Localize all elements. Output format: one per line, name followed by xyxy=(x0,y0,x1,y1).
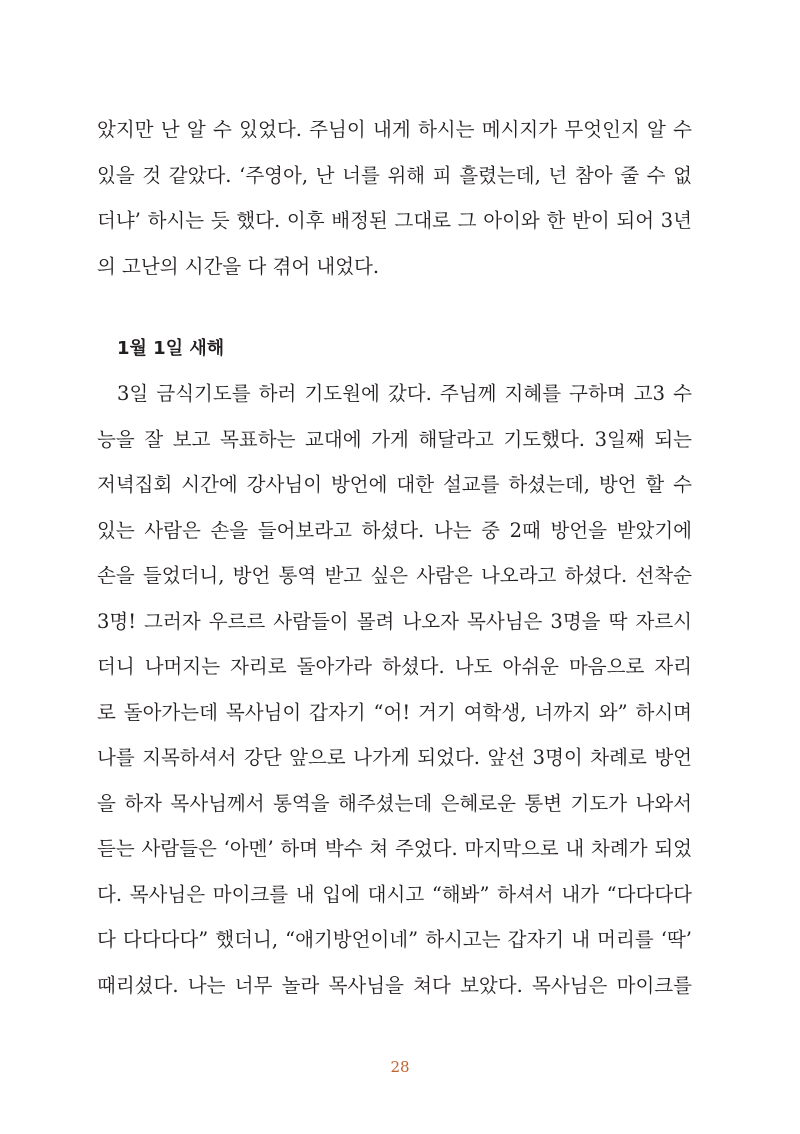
text-line: 더니 나머지는 자리로 돌아가라 하셨다. 나도 아쉬운 마음으로 자리 xyxy=(97,655,692,678)
text-line: 3명! 그러자 우르르 사람들이 몰려 나오자 목사님은 3명을 딱 자르시 xyxy=(97,609,692,633)
text-line: 을 하자 목사님께서 통역을 해주셨는데 은혜로운 통변 기도가 나와서 xyxy=(97,791,692,815)
text-line: 다. 목사님은 마이크를 내 입에 대시고 “해봐” 하셔서 내가 “다다다다 xyxy=(97,882,692,906)
text-line: 았지만 난 알 수 있었다. 주님이 내게 하시는 메시지가 무엇인지 알 수 xyxy=(97,118,692,141)
text-line: 능을 잘 보고 목표하는 교대에 가게 해달라고 기도했다. 3일째 되는 xyxy=(97,427,692,451)
text-line: 있을 것 같았다. ‘주영아, 난 너를 위해 피 흘렸는데, 넌 참아 줄 수 없 xyxy=(97,163,692,187)
text-line: 때리셨다. 나는 너무 놀라 목사님을 쳐다 보았다. 목사님은 마이크를 xyxy=(97,973,692,997)
text-line: 저녁집회 시간에 강사님이 방언에 대한 설교를 하셨는데, 방언 할 수 xyxy=(97,473,692,496)
text-line: 로 돌아가는데 목사님이 갑자기 “어! 거기 여학생, 너까지 와” 하시며 xyxy=(97,700,692,724)
paragraph-continued xyxy=(97,107,692,289)
section-heading: 1월 1일 새해 xyxy=(117,338,225,359)
paragraph-body xyxy=(97,371,692,1008)
text-line: 더냐’ 하시는 듯 했다. 이후 배정된 그대로 그 아이와 한 반이 되어 3년 xyxy=(97,209,692,232)
text-line: 의 고난의 시간을 다 겪어 내었다. xyxy=(97,254,380,278)
text-line: 다 다다다다” 했더니, “애기방언이네” 하시고는 갑자기 내 머리를 ‘딱’ xyxy=(97,928,692,951)
page-number: 28 xyxy=(390,1058,410,1076)
text-line: 있는 사람은 손을 들어보라고 하셨다. 나는 중 2때 방언을 받았기에 xyxy=(97,518,692,542)
text-line: 3일 금식기도를 하러 기도원에 갔다. 주님께 지혜를 구하며 고3 수 xyxy=(117,382,692,405)
text-line: 듣는 사람들은 ‘아멘’ 하며 박수 쳐 주었다. 마지막으로 내 차례가 되었 xyxy=(97,837,692,860)
text-line: 손을 들었더니, 방언 통역 받고 싶은 사람은 나오라고 하셨다. 선착순 xyxy=(97,564,692,587)
text-line: 나를 지목하셔서 강단 앞으로 나가게 되었다. 앞선 3명이 차례로 방언 xyxy=(97,746,692,769)
